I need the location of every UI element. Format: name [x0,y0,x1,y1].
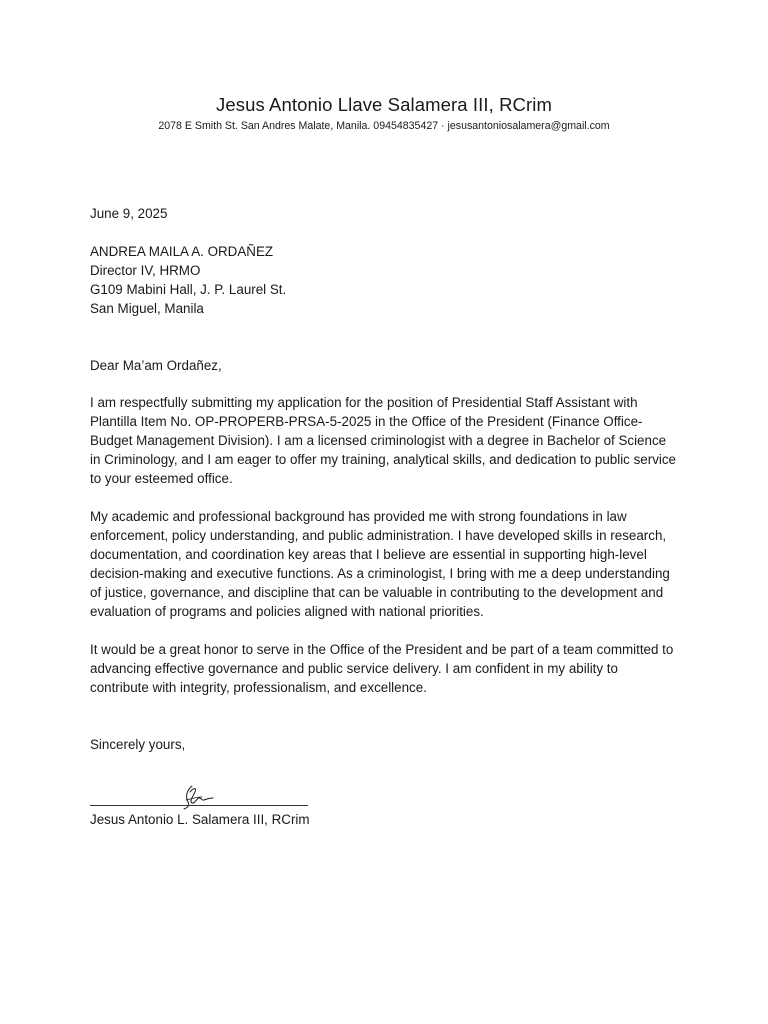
closing: Sincerely yours, [90,737,186,752]
recipient-block [90,242,680,318]
signature-line [90,805,308,806]
letter-date: June 9, 2025 [90,206,168,221]
body-paragraph-1: I am respectfully submitting my application for the position of Presidential Staff Assistant with Plantilla Item No. OP-PROPERB-PRSA-5-2025 in the Office of the President (Finance Office-Budget Management Division). I am a licensed criminologist with a degree in Bachelor of Science in Criminology, and I am eager to offer my training, analytical skills, and dedication to public service to your esteemed office. [90,395,677,486]
recipient-name: ANDREA MAILA A. ORDAÑEZ [90,244,274,259]
recipient-address-line-2: San Miguel, Manila [90,301,204,316]
sender-contact: 2078 E Smith St. San Andres Malate, Manila. 09454835427 · jesusantoniosalamera@gmail.com [158,120,610,132]
recipient-address-line-1: G109 Mabini Hall, J. P. Laurel St. [90,282,287,297]
recipient-title: Director IV, HRMO [90,263,201,278]
signature-name: Jesus Antonio L. Salamera III, RCrim [90,812,310,827]
salutation: Dear Ma’am Ordañez, [90,358,222,373]
body-paragraph-3: It would be a great honor to serve in the Office of the President and be part of a team committed to advancing effective governance and public service delivery. I am confident in my ability to contribute with integrity, professionalism, and excellence. [90,642,674,695]
body-paragraph-2: My academic and professional background has provided me with strong foundations in law enforcement, policy understanding, and public administration. I have developed skills in research, documentation, and coordination key areas that I believe are essential in supporting high-level decision-making and executive functions. As a criminologist, I bring with me a deep understanding of justice, governance, and discipline that can be valuable in contributing to the development and evaluation of programs and policies aligned with national priorities. [90,509,670,619]
sender-name: Jesus Antonio Llave Salamera III, RCrim [215,94,552,115]
